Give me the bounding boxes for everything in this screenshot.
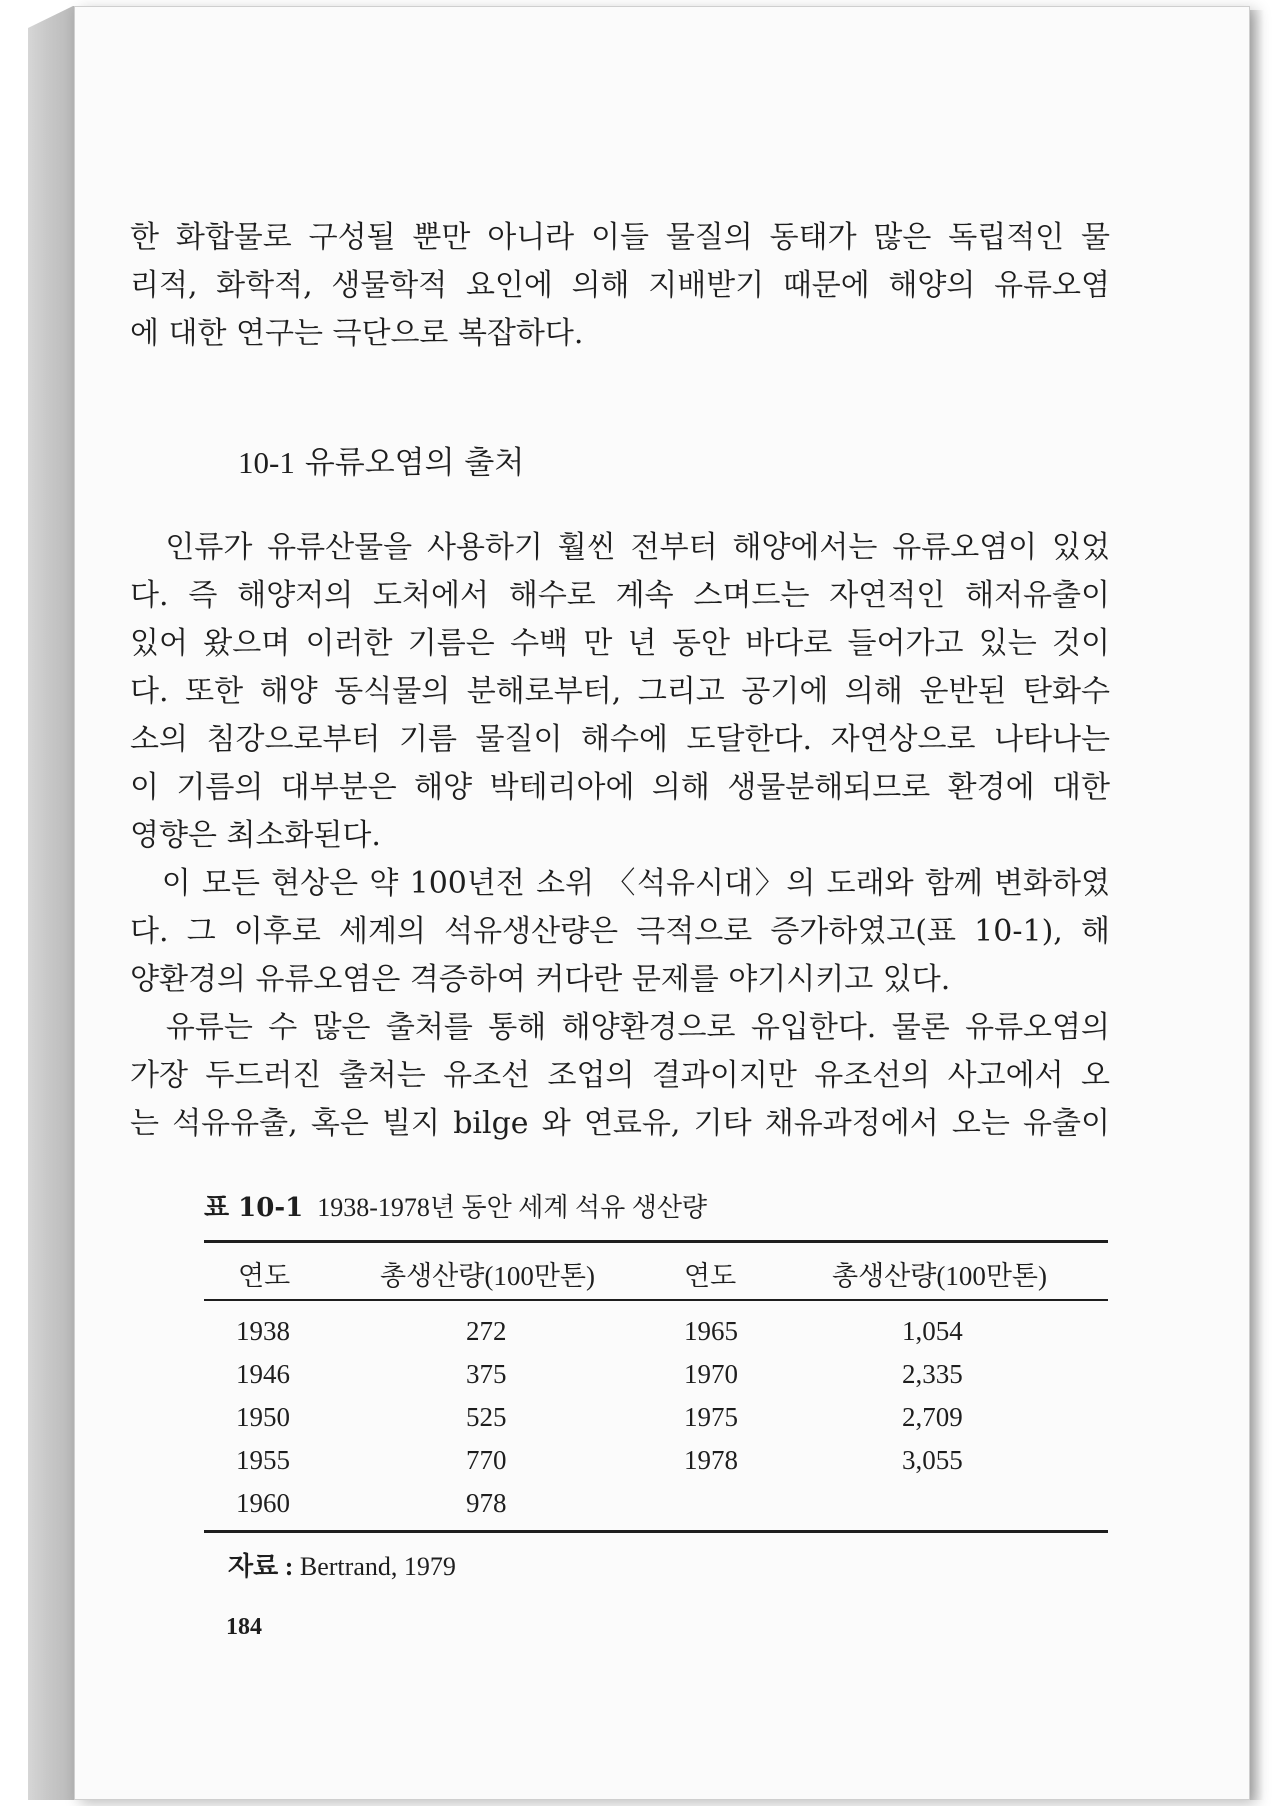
body-paragraph-1 <box>130 524 1110 860</box>
section-title: 유류오염의 출처 <box>304 445 525 481</box>
table-cell-year: 1975 <box>684 1402 738 1432</box>
table-cell-year: 1946 <box>236 1359 290 1389</box>
table-cell-value: 375 <box>466 1359 507 1389</box>
text-line: 다. 그 이후로 세계의 석유생산량은 극적으로 증가하였고(표 10-1), 해 <box>130 914 1110 949</box>
table-header-year: 연도 <box>238 1261 291 1291</box>
table-cell-value: 272 <box>466 1316 507 1346</box>
source-label: 자료 : <box>228 1552 294 1581</box>
table-bottom-rule <box>204 1530 1108 1533</box>
table-cell-year: 1970 <box>684 1359 738 1389</box>
page-number: 184 <box>226 1614 262 1640</box>
text-line: 인류가 유류산물을 사용하기 훨씬 전부터 해양에서는 유류오염이 있었 <box>130 530 1110 565</box>
table-label: 표 10-1 <box>204 1193 304 1223</box>
table-top-rule <box>204 1240 1108 1243</box>
text-line: 소의 침강으로부터 기름 물질이 해수에 도달한다. 자연상으로 나타나는 <box>130 722 1110 757</box>
continuation-paragraph <box>130 214 1110 358</box>
table-header-year: 연도 <box>684 1261 737 1291</box>
table-cell-year: 1950 <box>236 1402 290 1432</box>
text-line: 이 기름의 대부분은 해양 박테리아에 의해 생물분해되므로 환경에 대한 <box>130 770 1110 805</box>
table-cell-year: 1960 <box>236 1488 290 1518</box>
table-header-production: 총생산량(100만톤) <box>380 1261 595 1291</box>
text-line: 양환경의 유류오염은 격증하여 커다란 문제를 야기시키고 있다. <box>130 962 951 997</box>
table-source <box>228 1546 456 1583</box>
text-line: 영향은 최소화된다. <box>130 818 381 853</box>
table-caption-text: 1938-1978년 동안 세계 석유 생산량 <box>317 1193 708 1222</box>
page-shadow <box>1250 10 1264 1800</box>
table-cell-year: 1965 <box>684 1316 738 1346</box>
table-header-production: 총생산량(100만톤) <box>832 1261 1047 1291</box>
table-cell-value: 3,055 <box>902 1445 963 1475</box>
body-paragraph-2 <box>130 860 1110 1004</box>
table-caption <box>204 1187 707 1224</box>
section-number: 10-1 <box>238 445 295 480</box>
text-line: 있어 왔으며 이러한 기름은 수백 만 년 동안 바다로 들어가고 있는 것이 <box>130 626 1110 661</box>
text-line: 는 석유유출, 혹은 빌지 bilge 와 연료유, 기타 채유과정에서 오는 유출이 <box>130 1106 1110 1141</box>
table-cell-year: 1938 <box>236 1316 290 1346</box>
text-line: 유류는 수 많은 출처를 통해 해양환경으로 유입한다. 물론 유류오염의 <box>130 1010 1110 1045</box>
table-cell-value: 978 <box>466 1488 507 1518</box>
text-line: 다. 또한 해양 동식물의 분해로부터, 그리고 공기에 의해 운반된 탄화수 <box>130 674 1110 709</box>
table-cell-value: 2,709 <box>902 1402 963 1432</box>
book-page-edge <box>28 6 76 1800</box>
table-cell-value: 1,054 <box>902 1316 963 1346</box>
text-line: 가장 두드러진 출처는 유조선 조업의 결과이지만 유조선의 사고에서 오 <box>130 1058 1110 1093</box>
table-cell-value: 2,335 <box>902 1359 963 1389</box>
table-cell-value: 770 <box>466 1445 507 1475</box>
text-line: 한 화합물로 구성될 뿐만 아니라 이들 물질의 동태가 많은 독립적인 물 <box>130 220 1110 255</box>
text-line: 이 모든 현상은 약 100년전 소위 〈석유시대〉의 도래와 함께 변화하였 <box>130 866 1110 901</box>
table-cell-year: 1955 <box>236 1445 290 1475</box>
text-line: 리적, 화학적, 생물학적 요인에 의해 지배받기 때문에 해양의 유류오염 <box>130 268 1110 303</box>
source-text: Bertrand, 1979 <box>299 1552 456 1581</box>
table-cell-value: 525 <box>466 1402 507 1432</box>
text-line: 다. 즉 해양저의 도처에서 해수로 계속 스며드는 자연적인 해저유출이 <box>130 578 1110 613</box>
table-cell-year: 1978 <box>684 1445 738 1475</box>
table-header-rule <box>204 1299 1108 1301</box>
section-heading <box>238 437 524 482</box>
body-paragraph-3 <box>130 1004 1110 1148</box>
text-line: 에 대한 연구는 극단으로 복잡하다. <box>130 316 584 351</box>
